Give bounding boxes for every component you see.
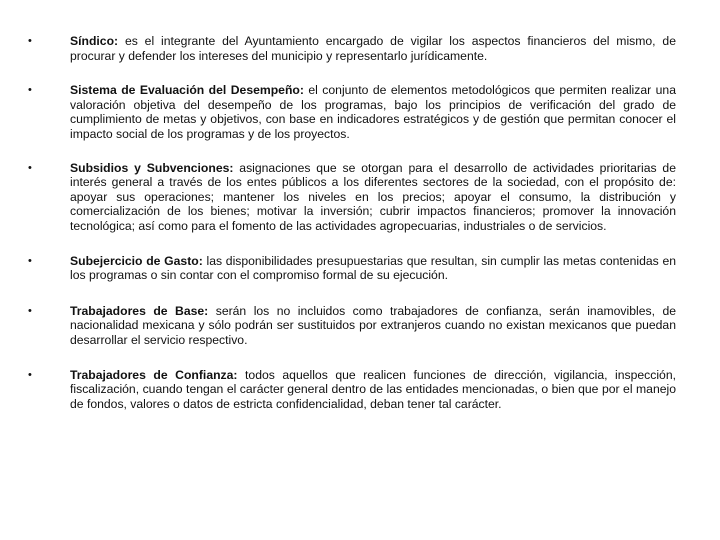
entry-term: Subejercicio de Gasto: (70, 253, 203, 268)
glossary-entry-sistema-evaluacion (28, 83, 676, 141)
entry-definition: todos aquellos que realicen funciones de dirección, vigilancia, inspección, fiscalización, cuando tengan el carácter general dentro de las entidades mencionadas, o bien que por el manejo de fondos, valores o datos de estricta confidencialidad, deban tener tal carácter. (70, 367, 676, 411)
entry-term: Trabajadores de Base: (70, 303, 209, 318)
entry-term: Sistema de Evaluación del Desempeño: (70, 83, 304, 98)
glossary-entry-subsidios (28, 161, 676, 234)
entry-definition: es el integrante del Ayuntamiento encargado de vigilar los aspectos financieros del mismo, de procurar y defender los intereses del municipio y representarlo jurídicamente. (70, 34, 676, 63)
entry-definition: asignaciones que se otorgan para el desarrollo de actividades prioritarias de interés general a través de los entes públicos a los diferentes sectores de la sociedad, con el propósito de: apoyar sus operaciones; mantener los niveles en los precios; apoyar el consumo, la distribución y comercialización de los bienes; motivar la inversión; cubrir impactos financieros; promover la innovación tecnológica; así como para el fomento de las actividades agropecuarias, industriales o de servicios. (70, 160, 676, 233)
entry-term: Subsidios y Subvenciones: (70, 160, 234, 175)
entry-definition: serán los no incluidos como trabajadores de confianza, serán inamovibles, de nacionalidad mexicana y sólo podrán ser sustituidos por extranjeros cuando no existan mexicanos que puedan desarrollar el servicio respectivo. (70, 303, 676, 347)
bullet-icon: • (28, 254, 32, 267)
entry-term: Trabajadores de Confianza: (70, 367, 238, 382)
bullet-icon: • (28, 84, 32, 97)
glossary-entry-trabajadores-confianza (28, 368, 676, 412)
bullet-icon: • (28, 304, 32, 317)
glossary-entry-subejercicio (28, 254, 676, 283)
entry-definition: el conjunto de elementos metodológicos que permiten realizar una valoración objetiva del desempeño de los programas, bajo los principios de verificación del grado de cumplimiento de metas y objetivos, con base en indicadores estratégicos y de gestión que permitan conocer el impacto social de los programas y de los proyectos. (70, 83, 676, 141)
entry-definition: las disponibilidades presupuestarias que resultan, sin cumplir las metas contenidas en los programas o sin contar con el compromiso formal de su ejecución. (70, 253, 677, 283)
bullet-icon: • (28, 161, 32, 174)
glossary-list (28, 34, 676, 431)
glossary-entry-sindico (28, 34, 676, 63)
bullet-icon: • (28, 368, 32, 381)
entry-term: Síndico: (70, 34, 119, 48)
bullet-icon: • (28, 35, 32, 47)
glossary-entry-trabajadores-base (28, 304, 676, 348)
